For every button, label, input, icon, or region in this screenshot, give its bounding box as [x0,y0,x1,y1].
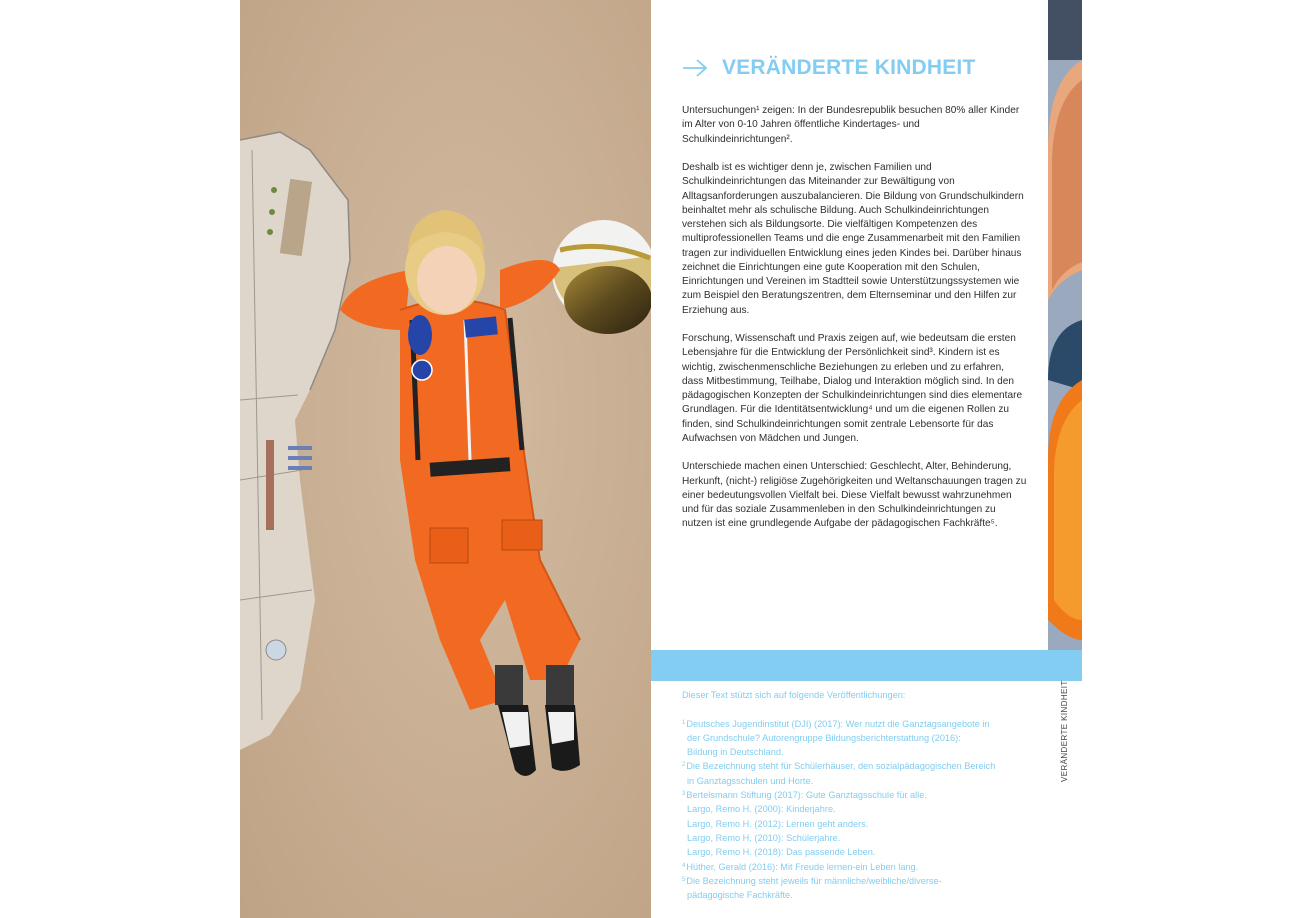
page-title: VERÄNDERTE KINDHEIT [722,56,976,79]
footnote-line: Hüther, Gerald (2016): Mit Freude lernen-ein Leben lang. [686,861,919,872]
footnote-line: Deutsches Jugendinstitut (DJI) (2017): Wer nutzt die Ganztagsangebote in [686,718,990,729]
footnote-list [682,717,1012,903]
photo-illustration [240,0,651,918]
footnote-1 [682,717,1012,760]
footnote-3 [682,788,1012,859]
next-page-photo-edge [1048,0,1082,650]
footnote-number: 2 [682,762,686,769]
footnote-number: 5 [682,876,686,883]
footnote-line: Die Bezeichnung steht für Schülerhäuser, den sozialpädagogischen Bereich [686,761,996,772]
footnote-line: der Grundschule? Autorengruppe Bildungsberichterstattung (2016): [687,732,961,743]
paragraph-4: Unterschiede machen einen Unterschied: Geschlecht, Alter, Behinderung, Herkunft, (nicht-) religiöse Zugehörigkeiten und Weltanschauungen tragen zu einer bedeutungsvollen Vielfalt bei. Diese Vielfalt bewusst wahrzunehmen und für das soziale Zusammenleben in den Schulkindeinrichtungen zu nutzen ist eine grundlegende Aufgabe der pädagogischen Fachkräfte⁵. [682,461,1027,530]
footnote-number: 1 [682,719,686,726]
paragraph-2: Deshalb ist es wichtiger denn je, zwischen Familien und Schulkindeinrichtungen das Miteinander zur Bewältigung von Alltagsanforderungen auszubalancieren. Die Bildung von Grundschulkindern beinhaltet mehr als schulische Bildung. Auch Schulkindeinrichtungen verstehen sich als Bildungsorte. Die vielfältigen Kompetenzen des multiprofessionellen Teams und die enge Zusammenarbeit mit den Familien tragen zur individuellen Entwicklung eines jeden Kindes bei. Darüber hinaus zeichnet die Einrichtungen eine gute Kooperation mit den Schulen, Einrichtungen und Vereinen im Stadtteil sowie Unterstützungssystemen wie zum Beispiel den Beratungszentren, dem Elternseminar und den Hilfen zur Erziehung aus. [682,162,1024,316]
section-heading [682,56,975,80]
footnotes [682,688,1012,902]
footnote-number: 4 [682,862,686,869]
article-body [682,104,1027,546]
footnote-line: Largo, Remo H. (2010): Schülerjahre. [687,832,841,843]
astronaut-child-photo [240,0,651,918]
vertical-section-label [1060,680,1072,786]
footnote-2 [682,759,1012,788]
footnote-line: Bildung in Deutschland. [687,747,784,758]
paragraph-3: Forschung, Wissenschaft und Praxis zeigen auf, wie bedeutsam die ersten Lebensjahre für die Entwicklung der Persönlichkeit sind³. Kindern ist es wichtig, zwischenmenschliche Beziehungen zu erleben und zu erfahren, dass Mitbestimmung, Teilhabe, Dialog und Interaktion möglich sind. In den pädagogischen Konzepten der Schulkindeinrichtungen sind dies elementare Grundlagen. Für die Identitätsentwicklung⁴ und um die eigenen Rollen zu finden, sind Schulkindeinrichtungen somit zentrale Lebensorte für das Aufwachsen von Mädchen und Jungen. [682,333,1023,444]
side-label-text: VERÄNDERTE KINDHEIT [1060,680,1069,782]
arrow-right-icon [682,58,708,78]
footnote-number: 3 [682,791,686,798]
footnote-5 [682,874,1012,903]
footnote-line: Die Bezeichnung steht jeweils für männliche/weibliche/diverse- [686,875,942,886]
footnote-line: Largo, Remo H. (2012): Lernen geht anders. [687,818,869,829]
child-head [405,210,485,315]
footnote-4 [682,860,1012,874]
footnote-line: Largo, Remo H. (2000): Kinderjahre. [687,804,836,815]
planet-image-slice [1048,0,1082,650]
footnote-line: Bertelsmann Stiftung (2017): Gute Ganztagsschule für alle. [686,790,927,801]
footnote-line: pädagogische Fachkräfte. [687,890,793,901]
accent-band [651,650,1082,681]
footnotes-lead: Dieser Text stützt sich auf folgende Veröffentlichungen: [682,690,906,700]
paragraph-1: Untersuchungen¹ zeigen: In der Bundesrepublik besuchen 80% aller Kinder im Alter von 0-10 Jahren öffentliche Kindertages- und Schulkindeinrichtungen². [682,105,1020,145]
footnote-line: Largo, Remo H. (2018): Das passende Leben. [687,847,876,858]
footnote-line: in Ganztagsschulen und Horte. [687,775,814,786]
